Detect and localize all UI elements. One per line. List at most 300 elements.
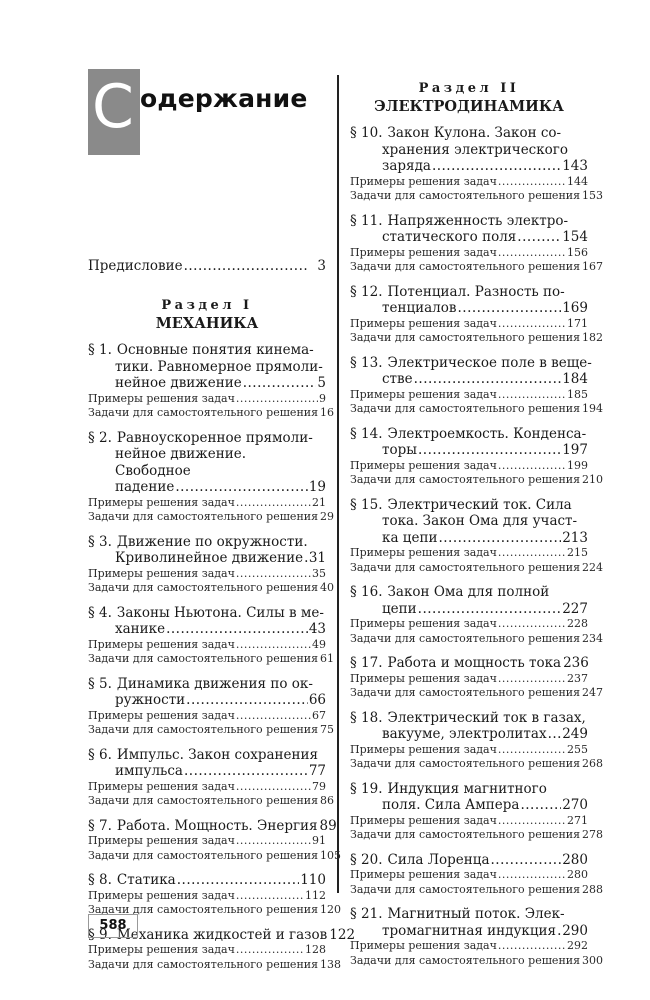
section-title: Потенциал. Разность по- — [387, 283, 565, 300]
section-title-line[interactable] — [88, 534, 326, 551]
entry-page: 215 — [567, 546, 588, 559]
toc-section — [88, 872, 342, 918]
entry-page: 49 — [312, 637, 326, 651]
section-title-line[interactable] — [350, 442, 588, 459]
section-number: § 7. — [88, 817, 112, 834]
tasks-entry[interactable] — [350, 828, 604, 843]
entry-page: 77 — [308, 763, 326, 779]
leader-dots — [186, 692, 308, 709]
section-title: Равноускоренное прямоли- — [116, 429, 313, 446]
examples-entry[interactable] — [88, 834, 326, 849]
entry-label: нейное движение — [115, 375, 242, 391]
section-title-line[interactable]: нейное движение. Свободное — [115, 446, 246, 479]
section-number: § 4. — [88, 604, 112, 621]
leader-dots — [236, 780, 311, 795]
page-title — [88, 69, 318, 155]
leader-dots — [498, 672, 566, 687]
section-title-line[interactable] — [350, 426, 588, 443]
examples-entry[interactable] — [88, 567, 326, 582]
section-number: § 10. — [350, 125, 383, 141]
toc-left-column — [88, 257, 356, 972]
preface-page: 3 — [317, 258, 326, 274]
entry-label: Примеры решения задач — [88, 495, 235, 509]
toc-section — [350, 780, 604, 843]
entry-label: статического поля — [382, 229, 517, 245]
section-title: Напряженность электро- — [387, 212, 569, 229]
tasks-entry[interactable] — [88, 652, 335, 667]
toc-section — [350, 354, 604, 417]
section-title-line[interactable] — [350, 354, 592, 372]
examples-entry[interactable] — [88, 889, 326, 904]
toc-right-column — [350, 80, 604, 968]
entry-label: Задачи для самостоятельного решения — [88, 581, 319, 594]
section-title-line[interactable] — [88, 817, 337, 835]
leader-dots — [498, 546, 566, 561]
entry-label: Примеры решения задач — [350, 868, 497, 881]
toc-section — [88, 675, 335, 738]
section-title-line[interactable] — [350, 852, 588, 869]
entry-label: Задачи для самостоятельного решения — [350, 953, 581, 967]
entry-label: Задачи для самостоятельного решения — [350, 189, 581, 202]
leader-dots — [498, 175, 566, 190]
entry-page: 138 — [320, 957, 342, 971]
leader-dots — [432, 158, 561, 175]
section-title: Магнитный поток. Элек- — [387, 906, 565, 922]
leader-dots — [236, 392, 318, 407]
examples-entry[interactable] — [88, 709, 326, 724]
section-title-line[interactable] — [88, 550, 326, 567]
section-number: § 8. — [88, 872, 112, 888]
section-number: § 18. — [350, 709, 383, 726]
entry-label: Задачи для самостоятельного решения — [88, 510, 319, 523]
entry-label: Примеры решения задач — [350, 813, 497, 827]
entry-label: Задачи для самостоятельного решения — [88, 652, 319, 665]
section-number: § 20. — [350, 851, 383, 868]
entry-page: 224 — [582, 560, 604, 574]
section-title-line[interactable] — [88, 872, 326, 889]
section-title-line[interactable] — [350, 906, 588, 923]
section-title-line[interactable] — [350, 284, 588, 301]
tasks-entry[interactable] — [88, 957, 342, 973]
entry-label: Задачи для самостоятельного решения — [350, 686, 581, 699]
examples-entry[interactable] — [88, 943, 326, 958]
toc-section — [350, 425, 604, 488]
part-2-heading — [350, 80, 588, 116]
toc-section — [350, 655, 604, 701]
section-title: Закон Ома для полной — [387, 584, 550, 600]
section-number: § 1. — [88, 342, 112, 358]
leader-dots — [498, 743, 566, 758]
entry-label: Примеры решения задач — [350, 458, 497, 472]
entry-label: Задачи для самостоятельного решения — [88, 406, 319, 419]
entry-label: импульса — [115, 763, 183, 779]
entry-label: Примеры решения задач — [350, 939, 497, 952]
toc-section — [350, 496, 604, 576]
entry-page: 79 — [312, 779, 326, 793]
entry-page: 29 — [320, 510, 335, 523]
entry-page: 292 — [567, 939, 588, 952]
tasks-entry[interactable] — [350, 402, 604, 417]
section-title: Законы Ньютона. Силы в ме- — [116, 604, 324, 621]
section-number: § 16. — [350, 584, 383, 600]
tasks-entry[interactable] — [350, 473, 604, 488]
toc-section — [88, 533, 335, 596]
section-title-line[interactable] — [350, 229, 588, 246]
entry-label: заряда — [382, 158, 431, 174]
part-number: Раздел II — [418, 81, 520, 96]
leader-dots — [418, 601, 562, 618]
section-title: Электрическое поле в веще- — [387, 354, 592, 371]
part-name: МЕХАНИКА — [155, 315, 259, 332]
section-title-line[interactable] — [350, 125, 588, 142]
entry-page: 16 — [320, 406, 335, 419]
section-title: Закон Кулона. Закон со- — [387, 125, 562, 141]
entry-page: 300 — [582, 953, 604, 967]
entry-page: 128 — [305, 943, 326, 956]
section-title-line[interactable] — [350, 726, 588, 743]
entry-label: Примеры решения задач — [350, 671, 497, 685]
tasks-entry[interactable] — [350, 953, 604, 969]
section-title: Сила Лоренца — [387, 851, 490, 868]
entry-page: 199 — [567, 458, 588, 472]
column-divider — [337, 75, 339, 893]
entry-page: 143 — [562, 158, 588, 174]
leader-dots — [498, 459, 566, 474]
entry-label: ханике — [115, 621, 166, 637]
examples-entry[interactable] — [88, 638, 326, 653]
section-title-line[interactable] — [350, 213, 588, 230]
toc-section — [88, 604, 335, 667]
section-number: § 15. — [350, 496, 383, 513]
entry-page: 91 — [312, 834, 326, 847]
toc-section — [350, 125, 604, 204]
entry-page: 89 — [319, 817, 337, 834]
entry-label: Задачи для самостоятельного решения — [350, 260, 581, 273]
tasks-entry[interactable] — [88, 794, 335, 809]
tasks-entry[interactable] — [88, 581, 335, 596]
tasks-entry[interactable] — [88, 848, 342, 864]
entry-page: 105 — [320, 848, 342, 862]
part-number: Раздел I — [161, 298, 253, 313]
tasks-entry[interactable] — [350, 757, 604, 772]
section-title: Электроемкость. Конденса- — [387, 425, 587, 442]
section-number: § 13. — [350, 354, 383, 371]
entry-label: Примеры решения задач — [88, 391, 235, 405]
entry-page: 249 — [562, 726, 588, 742]
entry-page: 290 — [562, 922, 588, 939]
entry-label: Примеры решения задач — [350, 617, 497, 630]
section-title: Движение по окружности. — [116, 533, 308, 550]
entry-label: Задачи для самостоятельного решения — [350, 560, 581, 574]
section-title-line[interactable]: тока. Закон Ома для участ- — [382, 513, 578, 529]
entry-page: 43 — [308, 621, 326, 637]
section-number: § 19. — [350, 780, 383, 797]
entry-page: 9 — [319, 391, 326, 405]
section-title-line[interactable] — [88, 342, 326, 359]
entry-label: торы — [382, 442, 417, 458]
leader-dots — [498, 617, 566, 632]
section-title-line[interactable]: тики. Равномерное прямоли- — [115, 358, 323, 375]
section-title-line[interactable] — [350, 497, 588, 514]
entry-label: Задачи для самостоятельного решения — [350, 473, 581, 486]
section-title-line[interactable] — [350, 158, 588, 175]
entry-page: 156 — [567, 245, 588, 259]
entry-page: 153 — [582, 189, 604, 202]
entry-label: Задачи для самостоятельного решения — [88, 848, 319, 862]
entry-label: Криволинейное движение — [115, 550, 304, 566]
preface-label: Предисловие — [88, 258, 183, 274]
section-title-line[interactable] — [350, 530, 588, 547]
entry-page: 154 — [562, 229, 588, 245]
part-1-sections — [88, 342, 356, 972]
entry-label: Примеры решения задач — [88, 834, 235, 847]
entry-label: тенциалов — [382, 300, 457, 316]
examples-entry[interactable] — [350, 459, 588, 474]
tasks-entry[interactable] — [350, 631, 604, 647]
entry-label: ружности — [115, 692, 186, 708]
toc-section — [88, 429, 335, 525]
entry-label: Задачи для самостоятельного решения — [350, 757, 581, 770]
section-title-line[interactable] — [350, 781, 588, 798]
section-title: Работа. Мощность. Энергия — [116, 817, 318, 834]
examples-entry[interactable] — [350, 814, 588, 829]
title-initial: С — [92, 72, 134, 142]
entry-page: 40 — [320, 581, 335, 594]
leader-dots — [184, 763, 308, 780]
section-title-line[interactable] — [88, 676, 326, 693]
entry-label: Примеры решения задач — [88, 943, 235, 956]
entry-page: 86 — [320, 794, 335, 807]
leader-dots — [491, 852, 562, 869]
leader-dots — [498, 939, 566, 954]
leader-dots — [548, 726, 562, 743]
examples-entry[interactable] — [350, 868, 588, 883]
examples-entry[interactable] — [88, 496, 326, 511]
entry-label: Задачи для самостоятельного решения — [350, 828, 581, 841]
leader-dots — [236, 567, 311, 582]
leader-dots — [184, 257, 309, 275]
section-title: Импульс. Закон сохранения — [116, 746, 319, 763]
section-title-line[interactable] — [88, 692, 326, 709]
section-title-line[interactable]: хранения электрического — [382, 141, 569, 158]
examples-entry[interactable] — [350, 317, 588, 332]
entry-page: 5 — [317, 375, 326, 391]
examples-entry[interactable] — [350, 672, 588, 687]
tasks-entry[interactable] — [88, 510, 335, 525]
entry-label: Примеры решения задач — [88, 779, 235, 793]
entry-page: 247 — [582, 686, 604, 699]
section-title-line[interactable] — [88, 747, 326, 764]
entry-page: 255 — [567, 742, 588, 756]
examples-entry[interactable] — [350, 617, 588, 632]
section-title: Индукция магнитного — [387, 780, 547, 797]
tasks-entry[interactable] — [350, 686, 604, 701]
leader-dots — [498, 814, 566, 829]
leader-dots — [243, 375, 317, 392]
section-title: Электрический ток. Сила — [387, 496, 572, 513]
entry-label: Примеры решения задач — [88, 566, 235, 580]
toc-section — [350, 709, 604, 772]
entry-page: 35 — [312, 566, 326, 580]
entry-page: 194 — [582, 402, 604, 415]
entry-page: 31 — [308, 550, 326, 566]
entry-label: Примеры решения задач — [350, 316, 497, 330]
entry-page: 67 — [312, 708, 326, 722]
entry-page: 236 — [563, 655, 589, 671]
section-number: § 17. — [350, 655, 383, 671]
leader-dots — [498, 317, 566, 332]
section-title: Динамика движения по ок- — [116, 675, 313, 692]
page-number: 588 — [88, 914, 138, 938]
toc-section — [350, 851, 604, 898]
section-title: Основные понятия кинема- — [116, 342, 314, 358]
section-title-line[interactable] — [88, 375, 326, 392]
entry-page: 122 — [329, 926, 356, 943]
entry-label: вакууме, электролитах — [382, 726, 547, 742]
entry-label: Задачи для самостоятельного решения — [350, 882, 581, 896]
entry-label: Задачи для самостоятельного решения — [88, 903, 319, 916]
section-number: § 11. — [350, 212, 383, 229]
toc-section — [88, 746, 335, 809]
examples-entry[interactable] — [350, 546, 588, 561]
section-number: § 3. — [88, 533, 112, 550]
leader-dots — [175, 479, 307, 496]
entry-page: 66 — [308, 692, 326, 708]
entry-page: 268 — [582, 757, 604, 770]
section-title-line[interactable] — [350, 371, 588, 388]
part-1-heading — [88, 297, 326, 333]
entry-label: Примеры решения задач — [350, 742, 497, 756]
leader-dots — [177, 872, 299, 889]
leader-dots — [236, 834, 311, 849]
section-title-line[interactable] — [350, 923, 588, 940]
tasks-entry[interactable] — [350, 189, 604, 204]
examples-entry[interactable] — [88, 392, 326, 407]
title-text: одержание — [140, 84, 308, 113]
leader-dots — [304, 550, 308, 567]
entry-page: 185 — [567, 387, 588, 401]
entry-page: 280 — [567, 868, 588, 881]
leader-dots — [236, 638, 311, 653]
leader-dots — [166, 621, 308, 638]
section-title-line[interactable] — [350, 601, 588, 618]
leader-dots — [498, 388, 566, 403]
section-number: § 12. — [350, 283, 383, 300]
section-title-line[interactable] — [350, 655, 588, 672]
examples-entry[interactable] — [88, 780, 326, 795]
tasks-entry[interactable] — [350, 560, 604, 576]
section-number: § 14. — [350, 425, 383, 442]
entry-page: 182 — [582, 331, 604, 344]
examples-entry[interactable] — [350, 175, 588, 190]
entry-page: 21 — [312, 495, 326, 509]
leader-dots — [458, 300, 562, 317]
entry-page: 288 — [582, 882, 604, 896]
entry-label: ка цепи — [382, 529, 438, 546]
toc-section — [350, 283, 604, 346]
toc-section — [88, 342, 335, 421]
entry-page: 280 — [562, 851, 588, 868]
entry-label: тромагнитная индукция — [382, 922, 557, 939]
leader-dots — [236, 889, 304, 904]
entry-label: поля. Сила Ампера — [382, 797, 520, 813]
entry-page: 110 — [300, 872, 326, 888]
tasks-entry[interactable] — [350, 331, 604, 346]
entry-page: 61 — [320, 652, 335, 665]
entry-page: 75 — [320, 723, 335, 736]
examples-entry[interactable] — [350, 939, 588, 954]
entry-label: стве — [382, 371, 413, 387]
leader-dots — [438, 530, 561, 547]
entry-page: 228 — [567, 617, 588, 630]
entry-label: Задачи для самостоятельного решения — [88, 723, 319, 736]
section-title-line[interactable] — [350, 584, 588, 601]
entry-page: 169 — [562, 300, 588, 316]
entry-label: Примеры решения задач — [350, 387, 497, 401]
tasks-entry[interactable] — [88, 723, 335, 738]
section-title-line[interactable] — [350, 797, 588, 814]
tasks-entry[interactable] — [350, 882, 604, 898]
leader-dots — [418, 442, 561, 459]
section-number: § 5. — [88, 675, 112, 692]
entry-page: 213 — [562, 529, 588, 546]
section-title-line[interactable] — [88, 430, 326, 447]
entry-label: Примеры решения задач — [88, 708, 235, 722]
section-title-line[interactable] — [350, 300, 588, 317]
toc-preface[interactable] — [88, 257, 326, 275]
entry-page: 210 — [582, 473, 604, 486]
examples-entry[interactable] — [350, 246, 588, 261]
section-number: § 9. — [88, 926, 112, 943]
section-title-line[interactable] — [350, 710, 588, 727]
entry-page: 227 — [562, 600, 588, 617]
entry-page: 120 — [320, 903, 342, 916]
entry-page: 237 — [567, 671, 588, 685]
section-title: Статика — [116, 872, 176, 888]
tasks-entry[interactable] — [350, 260, 604, 275]
entry-page: 171 — [567, 316, 588, 330]
section-title-line[interactable] — [88, 763, 326, 780]
section-title: Работа и мощность тока — [387, 655, 562, 671]
examples-entry[interactable] — [350, 388, 588, 403]
part-name: ЭЛЕКТРОДИНАМИКА — [374, 98, 564, 115]
leader-dots — [517, 229, 561, 246]
section-number: § 6. — [88, 746, 112, 763]
leader-dots — [498, 868, 566, 883]
entry-label: цепи — [382, 600, 417, 617]
section-title-line[interactable] — [88, 621, 326, 638]
entry-label: Примеры решения задач — [88, 888, 235, 902]
entry-page: 19 — [308, 479, 326, 495]
section-title-line[interactable] — [88, 479, 326, 496]
entry-label: Задачи для самостоятельного решения — [88, 794, 319, 807]
entry-label: Задачи для самостоятельного решения — [350, 402, 581, 415]
entry-page: 144 — [567, 174, 588, 188]
entry-page: 278 — [582, 828, 604, 841]
entry-page: 112 — [305, 888, 326, 902]
leader-dots — [498, 246, 566, 261]
tasks-entry[interactable] — [88, 406, 335, 421]
entry-page: 184 — [562, 371, 588, 387]
entry-label: Примеры решения задач — [350, 546, 497, 559]
section-title-line[interactable] — [88, 605, 326, 622]
entry-page: 167 — [582, 260, 604, 273]
entry-label: Примеры решения задач — [88, 637, 235, 651]
section-number: § 2. — [88, 429, 112, 446]
entry-page: 234 — [582, 631, 604, 645]
examples-entry[interactable] — [350, 743, 588, 758]
toc-section — [350, 212, 604, 275]
